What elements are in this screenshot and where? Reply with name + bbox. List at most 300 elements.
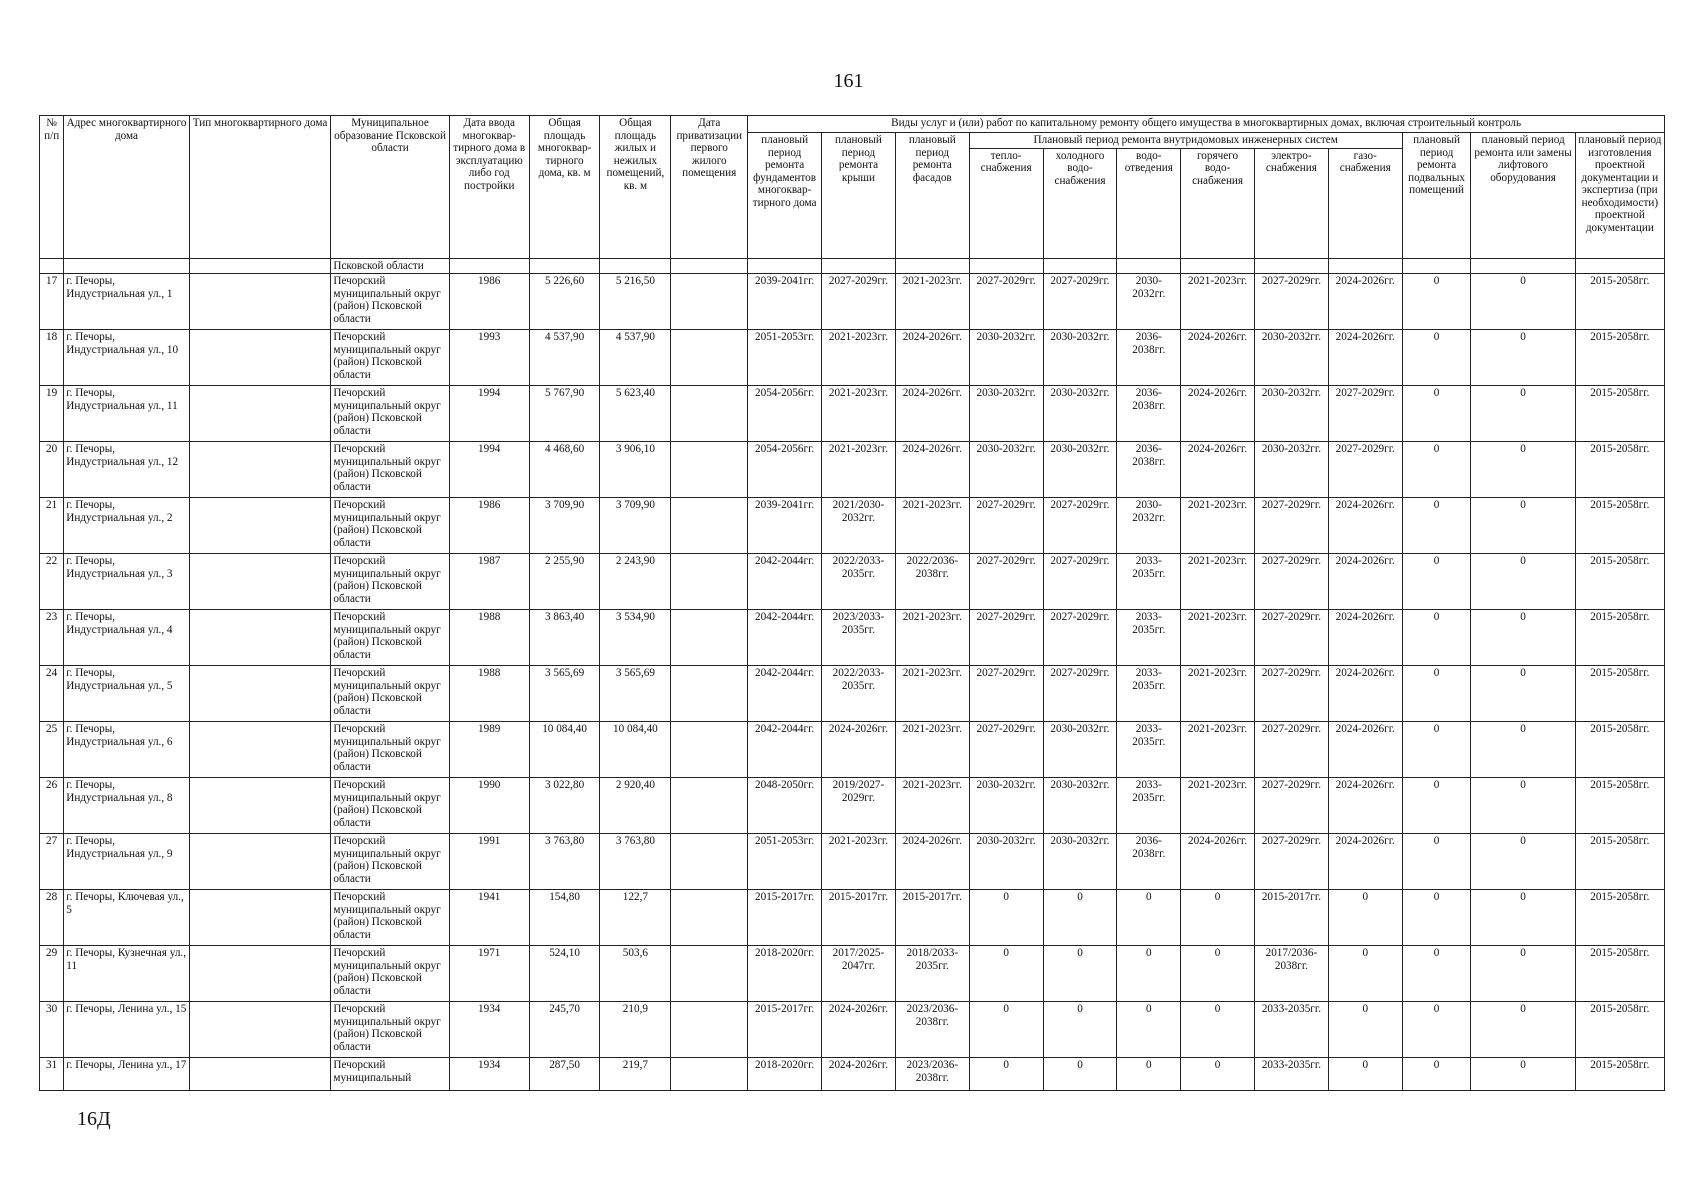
cell-type: [189, 722, 331, 778]
cell-living-area: 4 537,90: [600, 330, 671, 386]
cell-type: [189, 834, 331, 890]
cell-address: г. Печоры, Ключевая ул., 5: [64, 890, 189, 946]
cell-heat: 0: [969, 890, 1043, 946]
cell-design: 2015-2058гг.: [1575, 1002, 1664, 1058]
cell-address: г. Печоры, Индустриальная ул., 12: [64, 442, 189, 498]
continuation-row: [40, 258, 1665, 274]
cell-basement: 0: [1402, 330, 1471, 386]
cell-cold-water: 2027-2029гг.: [1043, 274, 1117, 330]
cell-sewage: 2033-2035гг.: [1117, 666, 1181, 722]
cell-sewage: 2036-2038гг.: [1117, 834, 1181, 890]
cell-roof: 2027-2029гг.: [822, 274, 896, 330]
cell-cold-water: 2030-2032гг.: [1043, 442, 1117, 498]
cell-foundation: 2039-2041гг.: [748, 274, 822, 330]
cell-cold-water: 2030-2032гг.: [1043, 386, 1117, 442]
cell-num: 27: [40, 834, 64, 890]
cell-living-area: 503,6: [600, 946, 671, 1002]
cell-year: 1941: [449, 890, 529, 946]
header-type: Тип многоквартирного дома: [189, 116, 331, 259]
table-row: [40, 722, 1665, 778]
cell-roof: 2021-2023гг.: [822, 330, 896, 386]
cell-heat: 2030-2032гг.: [969, 834, 1043, 890]
cell-num: 25: [40, 722, 64, 778]
cell-roof: 2022/2033-2035гг.: [822, 554, 896, 610]
table-row: [40, 1002, 1665, 1058]
cell-elevator: 0: [1471, 610, 1575, 666]
cell-sewage: 2033-2035гг.: [1117, 722, 1181, 778]
cell-gas: 2024-2026гг.: [1328, 610, 1402, 666]
cell-cold-water: 2030-2032гг.: [1043, 330, 1117, 386]
cell-design: 2015-2058гг.: [1575, 778, 1664, 834]
cell-living-area: 210,9: [600, 1002, 671, 1058]
cell-municipality: Печорский муниципальный округ (район) Псковской области: [331, 554, 449, 610]
cell-gas: 2024-2026гг.: [1328, 554, 1402, 610]
cell-gas: 0: [1328, 946, 1402, 1002]
cell-design: 2015-2058гг.: [1575, 330, 1664, 386]
cell-heat: 2030-2032гг.: [969, 778, 1043, 834]
cell-facade: 2021-2023гг.: [895, 778, 969, 834]
cell-type: [189, 498, 331, 554]
cell-year: 1989: [449, 722, 529, 778]
cell-privatization: [671, 890, 748, 946]
table-row: [40, 890, 1665, 946]
cell-cold-water: 2027-2029гг.: [1043, 666, 1117, 722]
cell-electricity: 2030-2032гг.: [1254, 442, 1328, 498]
cell-total-area: 154,80: [529, 890, 600, 946]
cell-elevator: 0: [1471, 666, 1575, 722]
cell-sewage: 2036-2038гг.: [1117, 442, 1181, 498]
cell-gas: 0: [1328, 890, 1402, 946]
cell-electricity: 2027-2029гг.: [1254, 778, 1328, 834]
header-heat: тепло-снабжения: [969, 148, 1043, 258]
cell-electricity: 2027-2029гг.: [1254, 834, 1328, 890]
cell-living-area: 3 763,80: [600, 834, 671, 890]
cell-cold-water: 2030-2032гг.: [1043, 834, 1117, 890]
cell-address: г. Печоры, Индустриальная ул., 2: [64, 498, 189, 554]
cell-foundation: 2039-2041гг.: [748, 498, 822, 554]
cell-electricity: 2027-2029гг.: [1254, 666, 1328, 722]
cell-privatization: [671, 442, 748, 498]
cell-hot-water: 2024-2026гг.: [1181, 442, 1255, 498]
cell-cold-water: 0: [1043, 1058, 1117, 1091]
cell-municipality: Печорский муниципальный округ (район) Псковской области: [331, 834, 449, 890]
cell-year: 1993: [449, 330, 529, 386]
cell-hot-water: 2024-2026гг.: [1181, 834, 1255, 890]
header-cold-water: холодного водо-снабжения: [1043, 148, 1117, 258]
cell-type: [189, 1002, 331, 1058]
cell-address: г. Печоры, Индустриальная ул., 1: [64, 274, 189, 330]
cell-cold-water: 2027-2029гг.: [1043, 554, 1117, 610]
cell-hot-water: 2021-2023гг.: [1181, 722, 1255, 778]
cell-privatization: [671, 386, 748, 442]
cell-privatization: [671, 610, 748, 666]
table-row: [40, 274, 1665, 330]
cell-roof: 2023/2033-2035гг.: [822, 610, 896, 666]
cell-facade: 2021-2023гг.: [895, 274, 969, 330]
cell-living-area: 219,7: [600, 1058, 671, 1091]
table-row: [40, 834, 1665, 890]
cell-heat: 2027-2029гг.: [969, 274, 1043, 330]
cell-address: г. Печоры, Индустриальная ул., 9: [64, 834, 189, 890]
cell-address: г. Печоры, Кузнечная ул., 11: [64, 946, 189, 1002]
cell-living-area: 10 084,40: [600, 722, 671, 778]
cell-sewage: 2030-2032гг.: [1117, 498, 1181, 554]
cell-type: [189, 890, 331, 946]
cell-total-area: 3 022,80: [529, 778, 600, 834]
header-systems-group: Плановый период ремонта внутридомовых инженерных систем: [969, 133, 1402, 149]
header-foundation: плановый период ремонта фундаментов многоквар-тирного дома: [748, 133, 822, 259]
cell-sewage: 0: [1117, 1002, 1181, 1058]
cell-cold-water: 2030-2032гг.: [1043, 778, 1117, 834]
header-works-group: Виды услуг и (или) работ по капитальному ремонту общего имущества в многоквартирных домах, включая строительный контроль: [748, 116, 1665, 133]
cell-living-area: 5 623,40: [600, 386, 671, 442]
cell-num: 26: [40, 778, 64, 834]
cell-year: 1990: [449, 778, 529, 834]
cell-municipality: Печорский муниципальный округ (район) Псковской области: [331, 498, 449, 554]
header-gas: газо-снабжения: [1328, 148, 1402, 258]
cell-facade: 2024-2026гг.: [895, 442, 969, 498]
cell-heat: 2030-2032гг.: [969, 442, 1043, 498]
cell-basement: 0: [1402, 442, 1471, 498]
cell-design: 2015-2058гг.: [1575, 274, 1664, 330]
cell-total-area: 524,10: [529, 946, 600, 1002]
cell-roof: 2021-2023гг.: [822, 442, 896, 498]
cell-municipality: Печорский муниципальный округ (район) Псковской области: [331, 330, 449, 386]
cell-total-area: 3 863,40: [529, 610, 600, 666]
cell-design: 2015-2058гг.: [1575, 610, 1664, 666]
cell-basement: 0: [1402, 890, 1471, 946]
cell-type: [189, 330, 331, 386]
cell-electricity: 2015-2017гг.: [1254, 890, 1328, 946]
cell-type: [189, 778, 331, 834]
cell-cold-water: 0: [1043, 946, 1117, 1002]
cell-municipality: Печорский муниципальный округ (район) Псковской области: [331, 386, 449, 442]
cell-living-area: 3 534,90: [600, 610, 671, 666]
cell-basement: 0: [1402, 274, 1471, 330]
cell-municipality: Печорский муниципальный округ (район) Псковской области: [331, 274, 449, 330]
cell-roof: 2024-2026гг.: [822, 722, 896, 778]
table-row: [40, 946, 1665, 1002]
cell-year: 1988: [449, 666, 529, 722]
cell-cold-water: 2027-2029гг.: [1043, 498, 1117, 554]
header-address: Адрес многоквартирного дома: [64, 116, 189, 259]
cell-design: 2015-2058гг.: [1575, 1058, 1664, 1091]
cell-year: 1988: [449, 610, 529, 666]
cell-foundation: 2042-2044гг.: [748, 610, 822, 666]
cell-hot-water: 2021-2023гг.: [1181, 666, 1255, 722]
cell-cold-water: 0: [1043, 1002, 1117, 1058]
cell-address: г. Печоры, Ленина ул., 15: [64, 1002, 189, 1058]
cell-basement: 0: [1402, 554, 1471, 610]
cell-foundation: 2054-2056гг.: [748, 386, 822, 442]
cell-hot-water: 0: [1181, 890, 1255, 946]
cell-foundation: 2042-2044гг.: [748, 722, 822, 778]
cell-year: 1971: [449, 946, 529, 1002]
cell-municipality: Печорский муниципальный округ (район) Псковской области: [331, 1002, 449, 1058]
cell-sewage: 2033-2035гг.: [1117, 610, 1181, 666]
cell-cold-water: 2027-2029гг.: [1043, 610, 1117, 666]
table-row: [40, 666, 1665, 722]
cell-living-area: 3 906,10: [600, 442, 671, 498]
header-hot-water: горячего водо-снабжения: [1181, 148, 1255, 258]
cell-design: 2015-2058гг.: [1575, 722, 1664, 778]
cell-living-area: 2 243,90: [600, 554, 671, 610]
cell-type: [189, 610, 331, 666]
cell-hot-water: 2021-2023гг.: [1181, 498, 1255, 554]
cell-type: [189, 442, 331, 498]
cell-heat: 2030-2032гг.: [969, 386, 1043, 442]
cell-num: 18: [40, 330, 64, 386]
cell-living-area: 3 565,69: [600, 666, 671, 722]
cell-electricity: 2017/2036-2038гг.: [1254, 946, 1328, 1002]
header-sewage: водо-отведения: [1117, 148, 1181, 258]
cell-elevator: 0: [1471, 498, 1575, 554]
cell-sewage: 2030-2032гг.: [1117, 274, 1181, 330]
cell-municipality: Печорский муниципальный округ (район) Псковской области: [331, 610, 449, 666]
header-design-docs: плановый период изготовления проектной документации и экспертиза (при необходимости) проектной документации: [1575, 133, 1664, 259]
cell-municipality: Печорский муниципальный округ (район) Псковской области: [331, 442, 449, 498]
cell-facade: 2018/2033-2035гг.: [895, 946, 969, 1002]
cell-basement: 0: [1402, 1058, 1471, 1091]
cell-basement: 0: [1402, 498, 1471, 554]
table-header: [40, 116, 1665, 259]
cell-hot-water: 2021-2023гг.: [1181, 610, 1255, 666]
cell-roof: 2024-2026гг.: [822, 1058, 896, 1091]
cell-address: г. Печоры, Индустриальная ул., 8: [64, 778, 189, 834]
cell-facade: 2024-2026гг.: [895, 386, 969, 442]
cell-hot-water: 2021-2023гг.: [1181, 554, 1255, 610]
cell-facade: 2015-2017гг.: [895, 890, 969, 946]
cell-num: 20: [40, 442, 64, 498]
cell-type: [189, 386, 331, 442]
cell-design: 2015-2058гг.: [1575, 498, 1664, 554]
cell-heat: 0: [969, 1002, 1043, 1058]
header-total-area: Общая площадь многоквар-тирного дома, кв. м: [529, 116, 600, 259]
cell-basement: 0: [1402, 834, 1471, 890]
table-row: [40, 498, 1665, 554]
header-basement: плановый период ремонта подвальных помещений: [1402, 133, 1471, 259]
cell-address: г. Печоры, Индустриальная ул., 4: [64, 610, 189, 666]
cell-design: 2015-2058гг.: [1575, 834, 1664, 890]
cell-municipality: Печорский муниципальный округ (район) Псковской области: [331, 946, 449, 1002]
cell-gas: 2024-2026гг.: [1328, 330, 1402, 386]
cell-total-area: 3 709,90: [529, 498, 600, 554]
cell-elevator: 0: [1471, 834, 1575, 890]
cell-foundation: 2015-2017гг.: [748, 1002, 822, 1058]
cell-total-area: 4 537,90: [529, 330, 600, 386]
cell-facade: 2024-2026гг.: [895, 834, 969, 890]
cell-type: [189, 666, 331, 722]
cell-foundation: 2042-2044гг.: [748, 666, 822, 722]
cell-sewage: 2033-2035гг.: [1117, 554, 1181, 610]
cell-cold-water: 0: [1043, 890, 1117, 946]
cell-elevator: 0: [1471, 890, 1575, 946]
cell-total-area: 10 084,40: [529, 722, 600, 778]
cell-gas: 2024-2026гг.: [1328, 274, 1402, 330]
cell-facade: 2021-2023гг.: [895, 666, 969, 722]
header-num: № п/п: [40, 116, 64, 259]
cell-num: 22: [40, 554, 64, 610]
cell-facade: 2024-2026гг.: [895, 330, 969, 386]
table-row: [40, 778, 1665, 834]
cell-design: 2015-2058гг.: [1575, 890, 1664, 946]
cell-elevator: 0: [1471, 386, 1575, 442]
cell-hot-water: 2024-2026гг.: [1181, 330, 1255, 386]
cell-gas: 2024-2026гг.: [1328, 722, 1402, 778]
cell-gas: 0: [1328, 1002, 1402, 1058]
cell-design: 2015-2058гг.: [1575, 946, 1664, 1002]
cell-roof: 2021/2030-2032гг.: [822, 498, 896, 554]
cell-year: 1986: [449, 274, 529, 330]
table-row: [40, 330, 1665, 386]
cell-elevator: 0: [1471, 1002, 1575, 1058]
cell-elevator: 0: [1471, 274, 1575, 330]
cell-num: 21: [40, 498, 64, 554]
cell-gas: 2027-2029гг.: [1328, 386, 1402, 442]
table-row: [40, 442, 1665, 498]
cell-design: 2015-2058гг.: [1575, 442, 1664, 498]
cell-privatization: [671, 1058, 748, 1091]
cell-address: г. Печоры, Индустриальная ул., 10: [64, 330, 189, 386]
cell-total-area: 287,50: [529, 1058, 600, 1091]
cell-municipality: Печорский муниципальный округ (район) Псковской области: [331, 890, 449, 946]
cell-hot-water: 0: [1181, 946, 1255, 1002]
cell-total-area: 4 468,60: [529, 442, 600, 498]
cell-basement: 0: [1402, 386, 1471, 442]
cell-roof: 2021-2023гг.: [822, 386, 896, 442]
cell-year: 1934: [449, 1002, 529, 1058]
cell-year: 1987: [449, 554, 529, 610]
cell-privatization: [671, 274, 748, 330]
cell-living-area: 3 709,90: [600, 498, 671, 554]
cell-foundation: 2054-2056гг.: [748, 442, 822, 498]
cell-gas: 0: [1328, 1058, 1402, 1091]
cell-type: [189, 274, 331, 330]
cell-total-area: 5 767,90: [529, 386, 600, 442]
cell-basement: 0: [1402, 1002, 1471, 1058]
cell-sewage: 2036-2038гг.: [1117, 386, 1181, 442]
cell-heat: 2027-2029гг.: [969, 498, 1043, 554]
cell-hot-water: 2024-2026гг.: [1181, 386, 1255, 442]
cell-privatization: [671, 778, 748, 834]
cell-heat: 2027-2029гг.: [969, 666, 1043, 722]
cell-municipality: Печорский муниципальный: [331, 1058, 449, 1091]
cell-basement: 0: [1402, 666, 1471, 722]
cell-electricity: 2027-2029гг.: [1254, 610, 1328, 666]
cell-elevator: 0: [1471, 722, 1575, 778]
cell-year: 1986: [449, 498, 529, 554]
cell-privatization: [671, 834, 748, 890]
cell-basement: 0: [1402, 722, 1471, 778]
cell-heat: 2027-2029гг.: [969, 554, 1043, 610]
cell-elevator: 0: [1471, 946, 1575, 1002]
footer-mark: 16Д: [77, 1108, 111, 1130]
cell-num: 29: [40, 946, 64, 1002]
cell-heat: 2030-2032гг.: [969, 330, 1043, 386]
continuation-municipality: Псковской области: [331, 258, 449, 274]
cell-hot-water: 2021-2023гг.: [1181, 274, 1255, 330]
cell-elevator: 0: [1471, 330, 1575, 386]
cell-heat: 0: [969, 946, 1043, 1002]
cell-foundation: 2018-2020гг.: [748, 946, 822, 1002]
cell-foundation: 2051-2053гг.: [748, 834, 822, 890]
cell-roof: 2019/2027-2029гг.: [822, 778, 896, 834]
cell-roof: 2024-2026гг.: [822, 1002, 896, 1058]
table-row: [40, 610, 1665, 666]
cell-privatization: [671, 498, 748, 554]
cell-basement: 0: [1402, 946, 1471, 1002]
cell-design: 2015-2058гг.: [1575, 554, 1664, 610]
cell-foundation: 2042-2044гг.: [748, 554, 822, 610]
cell-privatization: [671, 330, 748, 386]
cell-privatization: [671, 1002, 748, 1058]
table-row: [40, 1058, 1665, 1091]
cell-num: 24: [40, 666, 64, 722]
capital-repair-table: [39, 115, 1665, 1091]
cell-num: 30: [40, 1002, 64, 1058]
cell-privatization: [671, 722, 748, 778]
cell-total-area: 3 763,80: [529, 834, 600, 890]
header-roof: плановый период ремонта крыши: [822, 133, 896, 259]
cell-basement: 0: [1402, 610, 1471, 666]
cell-gas: 2024-2026гг.: [1328, 498, 1402, 554]
cell-address: г. Печоры, Индустриальная ул., 6: [64, 722, 189, 778]
cell-year: 1994: [449, 442, 529, 498]
cell-municipality: Печорский муниципальный округ (район) Псковской области: [331, 722, 449, 778]
cell-num: 28: [40, 890, 64, 946]
page-number: 161: [833, 70, 864, 92]
cell-facade: 2021-2023гг.: [895, 610, 969, 666]
cell-facade: 2022/2036-2038гг.: [895, 554, 969, 610]
cell-facade: 2021-2023гг.: [895, 498, 969, 554]
table-body: [40, 258, 1665, 1091]
cell-hot-water: 2021-2023гг.: [1181, 778, 1255, 834]
cell-facade: 2023/2036-2038гг.: [895, 1002, 969, 1058]
cell-electricity: 2027-2029гг.: [1254, 274, 1328, 330]
cell-foundation: 2018-2020гг.: [748, 1058, 822, 1091]
header-facade: плановый период ремонта фасадов: [895, 133, 969, 259]
cell-design: 2015-2058гг.: [1575, 666, 1664, 722]
cell-num: 31: [40, 1058, 64, 1091]
cell-year: 1994: [449, 386, 529, 442]
cell-electricity: 2030-2032гг.: [1254, 330, 1328, 386]
cell-num: 17: [40, 274, 64, 330]
cell-privatization: [671, 554, 748, 610]
header-electricity: электро-снабжения: [1254, 148, 1328, 258]
cell-municipality: Печорский муниципальный округ (район) Псковской области: [331, 666, 449, 722]
cell-num: 23: [40, 610, 64, 666]
cell-foundation: 2015-2017гг.: [748, 890, 822, 946]
header-commission-date: Дата ввода многоквар-тирного дома в эксплуатацию либо год постройки: [449, 116, 529, 259]
cell-heat: 2027-2029гг.: [969, 610, 1043, 666]
cell-roof: 2022/2033-2035гг.: [822, 666, 896, 722]
cell-type: [189, 946, 331, 1002]
cell-roof: 2015-2017гг.: [822, 890, 896, 946]
cell-gas: 2024-2026гг.: [1328, 778, 1402, 834]
cell-gas: 2027-2029гг.: [1328, 442, 1402, 498]
cell-elevator: 0: [1471, 442, 1575, 498]
cell-heat: 0: [969, 1058, 1043, 1091]
header-elevator: плановый период ремонта или замены лифтового оборудования: [1471, 133, 1575, 259]
cell-basement: 0: [1402, 778, 1471, 834]
cell-roof: 2017/2025-2047гг.: [822, 946, 896, 1002]
cell-design: 2015-2058гг.: [1575, 386, 1664, 442]
header-living-area: Общая площадь жилых и нежилых помещений, кв. м: [600, 116, 671, 259]
cell-address: г. Печоры, Ленина ул., 17: [64, 1058, 189, 1091]
table-row: [40, 386, 1665, 442]
cell-year: 1991: [449, 834, 529, 890]
cell-heat: 2027-2029гг.: [969, 722, 1043, 778]
